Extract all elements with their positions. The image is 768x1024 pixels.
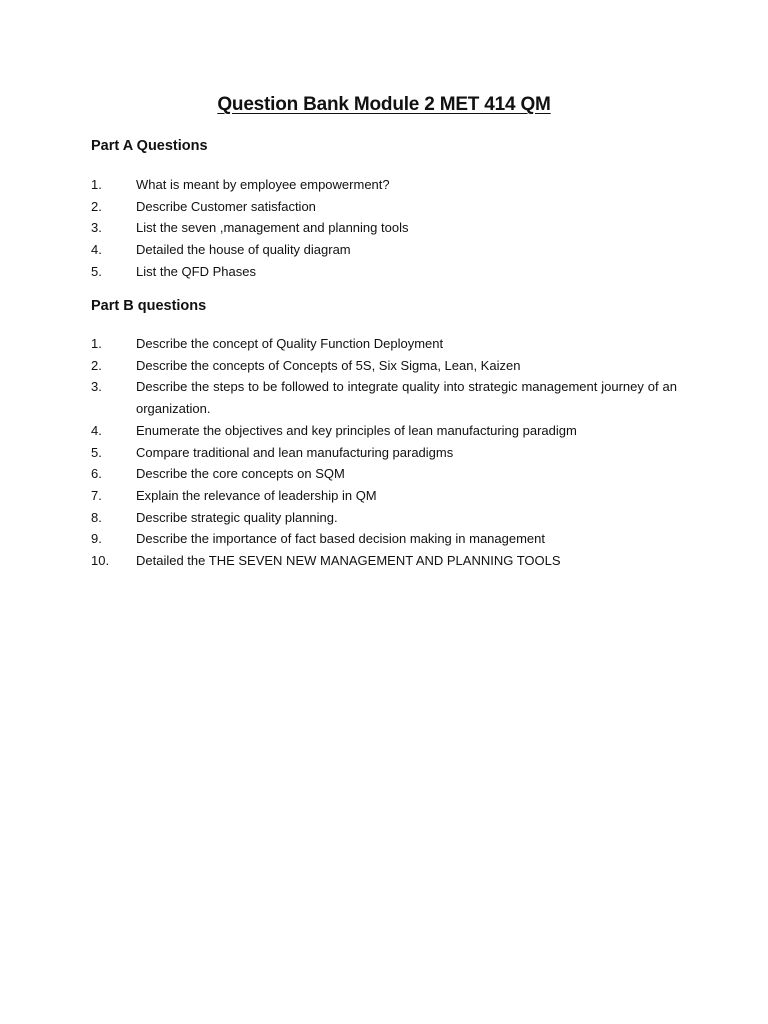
question-number: 3. (91, 379, 102, 395)
part-a-question-list (91, 174, 677, 283)
question-text: Describe strategic quality planning. (136, 509, 338, 525)
question-text: Describe the concept of Quality Function Deployment (136, 336, 444, 351)
list-item (91, 550, 677, 572)
question-number: 1. (91, 336, 102, 351)
question-number: 9. (91, 531, 102, 547)
part-b-heading: Part B questions (91, 298, 207, 314)
question-number: 4. (91, 422, 102, 438)
list-item (91, 239, 677, 261)
question-text: List the QFD Phases (136, 263, 256, 279)
question-number: 4. (91, 242, 102, 258)
list-item (91, 463, 677, 485)
list-item (91, 528, 677, 550)
list-item (91, 507, 677, 529)
question-text: List the seven ,management and planning tools (136, 220, 409, 236)
question-number: 2. (91, 357, 102, 373)
question-number: 1. (91, 177, 102, 192)
question-text: Detailed the THE SEVEN NEW MANAGEMENT AND PLANNING TOOLS (136, 553, 561, 569)
question-number: 2. (91, 198, 102, 214)
question-text: Explain the relevance of leadership in QM (136, 487, 377, 503)
question-text: Compare traditional and lean manufacturing paradigms (136, 444, 454, 460)
question-number: 5. (91, 263, 102, 279)
question-text: Describe Customer satisfaction (136, 198, 316, 214)
list-item (91, 196, 677, 218)
question-text: Describe the concepts of Concepts of 5S, Six Sigma, Lean, Kaizen (136, 357, 521, 373)
question-number: 7. (91, 487, 102, 503)
list-item (91, 420, 677, 442)
list-item (91, 355, 677, 377)
question-number: 10. (91, 553, 110, 569)
list-item (91, 333, 677, 355)
list-item (91, 261, 677, 283)
question-text: Detailed the house of quality diagram (136, 242, 351, 258)
list-item (91, 485, 677, 507)
list-item (91, 376, 677, 419)
question-text: Describe the core concepts on SQM (136, 466, 345, 482)
question-number: 8. (91, 509, 102, 525)
question-text: Enumerate the objectives and key principles of lean manufacturing paradigm (136, 422, 577, 438)
question-number: 3. (91, 220, 102, 236)
question-number: 6. (91, 466, 102, 482)
question-text: What is meant by employee empowerment? (136, 177, 390, 192)
part-a-heading: Part A Questions (91, 138, 208, 154)
list-item (91, 217, 677, 239)
question-number: 5. (91, 444, 102, 460)
list-item (91, 174, 677, 196)
list-item (91, 442, 677, 464)
document-title: Question Bank Module 2 MET 414 QM (217, 94, 551, 115)
question-text: Describe the importance of fact based decision making in management (136, 531, 545, 547)
question-text: Describe the steps to be followed to integrate quality into strategic management journey of an organization. (136, 379, 677, 417)
part-b-question-list (91, 333, 677, 572)
